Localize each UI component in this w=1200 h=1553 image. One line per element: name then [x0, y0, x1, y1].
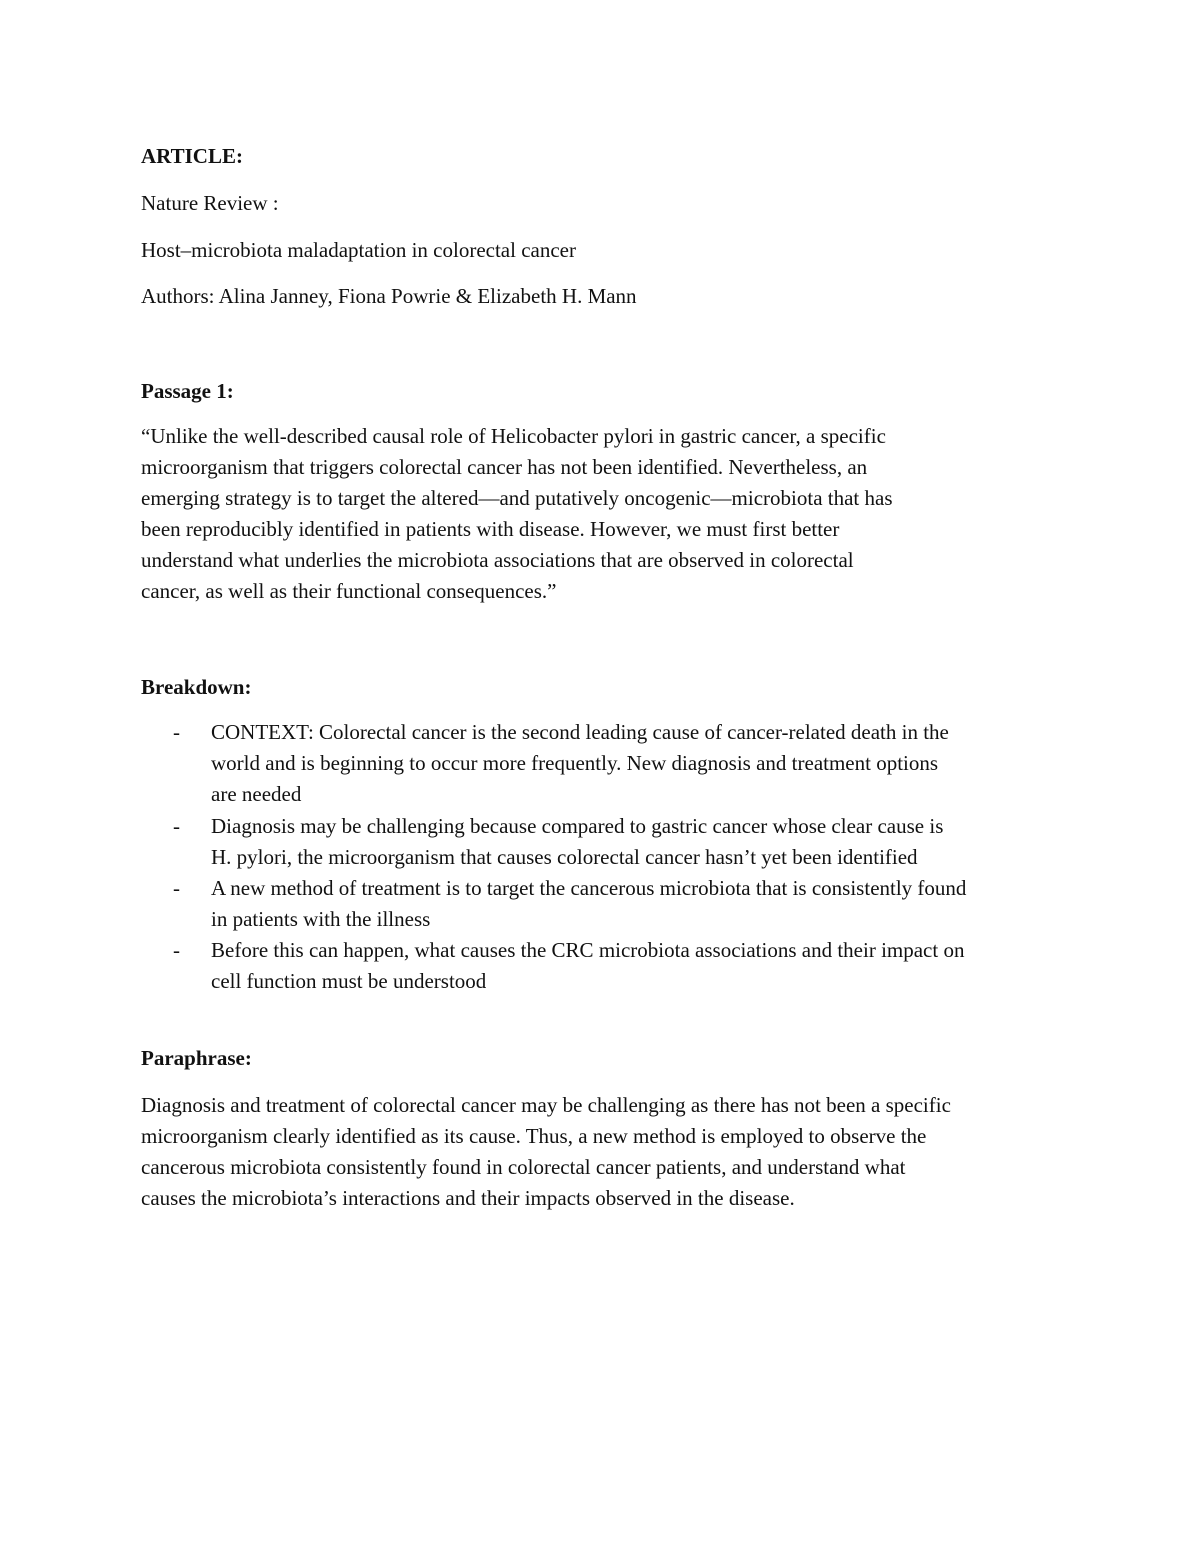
passage-line: been reproducibly identified in patients with disease. However, we must first better	[141, 517, 840, 541]
passage-heading: Passage 1:	[141, 379, 234, 403]
bullet-dash: -	[173, 814, 180, 838]
list-item-line: CONTEXT: Colorectal cancer is the second leading cause of cancer-related death in the	[211, 720, 949, 744]
passage-line: “Unlike the well-described causal role of Helicobacter pylori in gastric cancer, a specific	[141, 424, 886, 448]
paraphrase-heading: Paraphrase:	[141, 1046, 252, 1070]
bullet-dash: -	[173, 938, 180, 962]
paraphrase-line: cancerous microbiota consistently found in colorectal cancer patients, and understand what	[141, 1155, 906, 1179]
passage-line: cancer, as well as their functional consequences.”	[141, 579, 557, 603]
list-item-line: Before this can happen, what causes the CRC microbiota associations and their impact on	[211, 938, 965, 962]
article-heading: ARTICLE:	[141, 144, 243, 168]
list-item-line: world and is beginning to occur more frequently. New diagnosis and treatment options	[211, 751, 939, 775]
passage-line: microorganism that triggers colorectal cancer has not been identified. Nevertheless, an	[141, 455, 868, 479]
article-source: Nature Review :	[141, 191, 279, 215]
list-item-line: Diagnosis may be challenging because compared to gastric cancer whose clear cause is	[211, 814, 944, 838]
breakdown-heading: Breakdown:	[141, 675, 252, 699]
passage-line: emerging strategy is to target the altered—and putatively oncogenic—microbiota that has	[141, 486, 893, 510]
list-item-line: are needed	[211, 782, 302, 806]
bullet-dash: -	[173, 720, 180, 744]
passage-line: understand what underlies the microbiota associations that are observed in colorectal	[141, 548, 854, 572]
article-authors: Authors: Alina Janney, Fiona Powrie & Elizabeth H. Mann	[141, 284, 637, 308]
bullet-dash: -	[173, 876, 180, 900]
list-item-line: A new method of treatment is to target the cancerous microbiota that is consistently found	[211, 876, 967, 900]
list-item-line: in patients with the illness	[211, 907, 431, 931]
list-item-line: cell function must be understood	[211, 969, 487, 993]
paraphrase-line: causes the microbiota’s interactions and their impacts observed in the disease.	[141, 1186, 795, 1210]
list-item-line: H. pylori, the microorganism that causes colorectal cancer hasn’t yet been identified	[211, 845, 918, 869]
article-title: Host–microbiota maladaptation in colorectal cancer	[141, 238, 576, 262]
paraphrase-line: microorganism clearly identified as its cause. Thus, a new method is employed to observe the	[141, 1124, 927, 1148]
paraphrase-line: Diagnosis and treatment of colorectal cancer may be challenging as there has not been a specific	[141, 1093, 951, 1117]
